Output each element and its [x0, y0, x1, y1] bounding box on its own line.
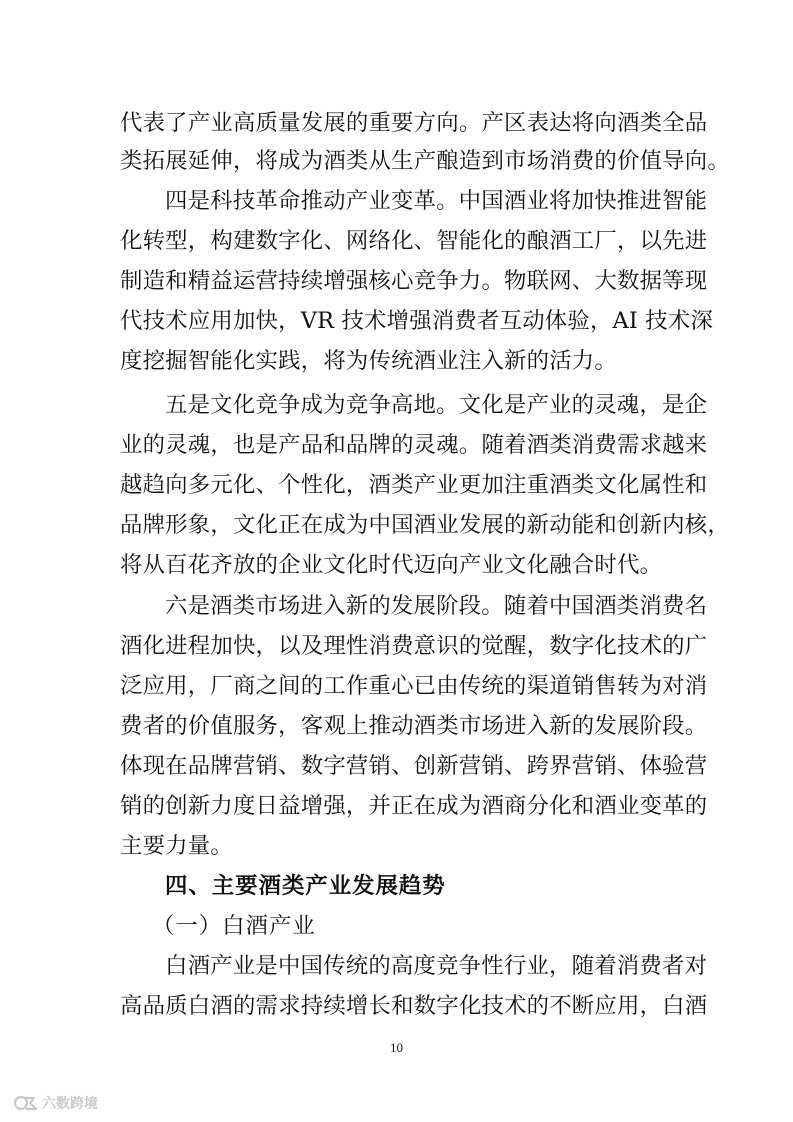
page-number: 10 [390, 1040, 403, 1055]
paragraph-line: 度挖掘智能化实践，将为传统酒业注入新的活力。 [120, 348, 617, 374]
paragraph-line: 六是酒类市场进入新的发展阶段。随着中国酒类消费名 [165, 593, 708, 619]
paragraph-line: 四是科技革命推动产业变革。中国酒业将加快推进智能 [165, 188, 708, 214]
paragraph-line: 费者的价值服务，客观上推动酒类市场进入新的发展阶段。 [120, 713, 708, 739]
paragraph-line: 化转型，构建数字化、网络化、智能化的酿酒工厂，以先进 [120, 228, 708, 254]
paragraph-line: 代表了产业高质量发展的重要方向。产区表达将向酒类全品 [120, 110, 708, 136]
paragraph-line: 泛应用，厂商之间的工作重心已由传统的渠道销售转为对消 [120, 673, 708, 699]
paragraph-line: 销的创新力度日益增强，并正在成为酒商分化和酒业变革的 [120, 793, 708, 819]
paragraph-line: 白酒产业是中国传统的高度竞争性行业，随着消费者对 [165, 953, 708, 979]
paragraph-line: 五是文化竞争成为竞争高地。文化是产业的灵魂，是企 [165, 392, 708, 418]
watermark-text: 六数跨境 [42, 1096, 98, 1112]
paragraph-line: 酒化进程加快，以及理性消费意识的觉醒，数字化技术的广 [120, 633, 708, 659]
paragraph-line: 类拓展延伸，将成为酒类从生产酿造到市场消费的价值导向。 [120, 148, 730, 174]
paragraph-line: 代技术应用加快，VR 技术增强消费者互动体验，AI 技术深 [120, 308, 714, 334]
subsection-heading: （一）白酒产业 [152, 913, 316, 939]
paragraph-line: 业的灵魂，也是产品和品牌的灵魂。随着酒类消费需求越来 [120, 432, 708, 458]
paragraph-line: 制造和精益运营持续增强核心竞争力。物联网、大数据等现 [120, 268, 708, 294]
section-heading: 四、主要酒类产业发展趋势 [165, 873, 446, 899]
paragraph-line: 主要力量。 [120, 833, 233, 859]
logo-icon [14, 1094, 38, 1112]
paragraph-line: 高品质白酒的需求持续增长和数字化技术的不断应用，白酒 [120, 993, 708, 1019]
paragraph-line: 品牌形象，文化正在成为中国酒业发展的新动能和创新内核， [120, 512, 730, 538]
paragraph-line: 体现在品牌营销、数字营销、创新营销、跨界营销、体验营 [120, 753, 708, 779]
watermark [14, 1092, 98, 1114]
paragraph-line: 越趋向多元化、个性化，酒类产业更加注重酒类文化属性和 [120, 472, 708, 498]
paragraph-line: 将从百花齐放的企业文化时代迈向产业文化融合时代。 [120, 552, 663, 578]
